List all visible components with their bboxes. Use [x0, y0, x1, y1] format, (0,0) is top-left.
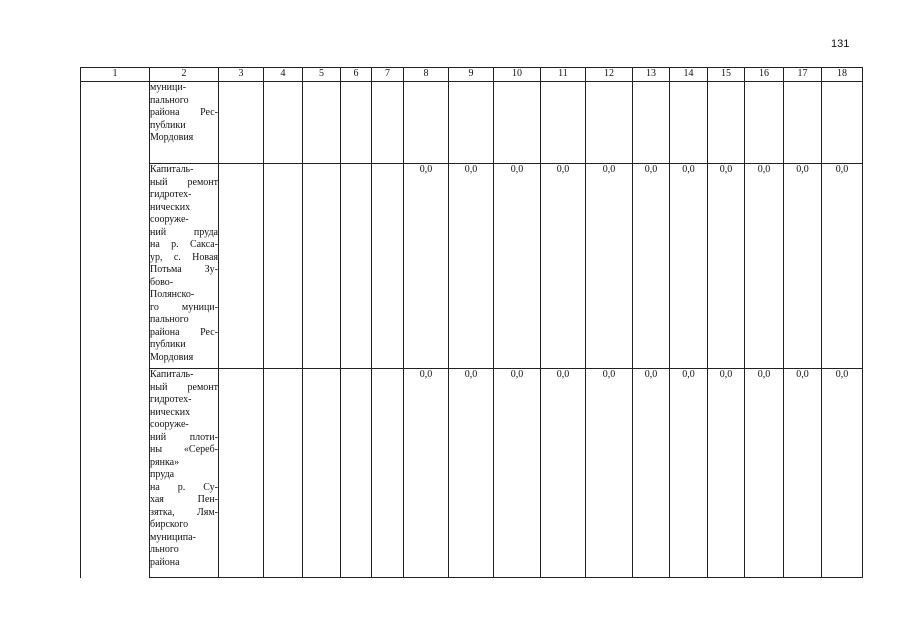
value-cell: 0,0 — [404, 369, 449, 578]
column-1-cell — [81, 82, 150, 578]
value-cell: 0,0 — [494, 164, 541, 369]
value-cell — [822, 82, 863, 164]
description-line: рянка» — [150, 456, 180, 468]
value-cell: 0,0 — [541, 164, 586, 369]
column-header: 3 — [219, 68, 264, 82]
value-cell: 0,0 — [784, 369, 822, 578]
description-line: ны «Сереб- — [150, 444, 218, 455]
value-cell — [264, 82, 303, 164]
column-header: 16 — [745, 68, 784, 82]
value-cell: 0,0 — [449, 164, 494, 369]
value-cell — [341, 82, 372, 164]
value-cell — [784, 82, 822, 164]
description-line: ний пруда — [150, 226, 218, 238]
description-line: муници- — [150, 82, 187, 93]
description-line: гидротех- — [150, 189, 192, 200]
value-cell — [745, 82, 784, 164]
description-line: на р. Сакса- — [150, 239, 218, 250]
value-cell — [670, 82, 708, 164]
value-cell — [586, 82, 633, 164]
value-cell: 0,0 — [745, 369, 784, 578]
table-row — [81, 369, 863, 578]
description-line: Мордовия — [150, 132, 194, 143]
description-line: публики — [150, 119, 186, 131]
description-line: на р. Су- — [150, 481, 218, 493]
value-cell: 0,0 — [745, 164, 784, 369]
description-line: Полянско- — [150, 289, 195, 300]
value-cell: 0,0 — [708, 164, 745, 369]
column-header: 13 — [633, 68, 670, 82]
column-header: 14 — [670, 68, 708, 82]
value-cell: 0,0 — [449, 369, 494, 578]
description-line: бово- — [150, 276, 174, 288]
description-cell — [150, 369, 219, 578]
table-row — [81, 164, 863, 369]
column-header: 4 — [264, 68, 303, 82]
description-line: бирского — [150, 519, 189, 530]
value-cell: 0,0 — [586, 369, 633, 578]
description-line: Капиталь- — [150, 164, 194, 175]
header-row — [81, 68, 863, 82]
description-line: сооруже- — [150, 419, 189, 430]
value-cell: 0,0 — [633, 164, 670, 369]
column-header: 6 — [341, 68, 372, 82]
column-header: 7 — [372, 68, 404, 82]
value-cell — [219, 164, 264, 369]
description-line: Капиталь- — [150, 369, 194, 380]
description-line: публики — [150, 339, 186, 350]
description-line: ный ремонт — [150, 176, 218, 188]
column-header: 15 — [708, 68, 745, 82]
value-cell: 0,0 — [822, 164, 863, 369]
column-header: 11 — [541, 68, 586, 82]
budget-table — [80, 67, 863, 578]
description-line: Мордовия — [150, 351, 194, 363]
description-cell — [150, 164, 219, 369]
value-cell: 0,0 — [784, 164, 822, 369]
column-header: 12 — [586, 68, 633, 82]
description-line: ур, с. Новая — [150, 251, 218, 263]
value-cell — [303, 82, 341, 164]
value-cell: 0,0 — [670, 164, 708, 369]
description-line: нических — [150, 406, 191, 418]
value-cell — [264, 164, 303, 369]
column-header: 2 — [150, 68, 219, 82]
value-cell — [372, 369, 404, 578]
column-header: 1 — [81, 68, 150, 82]
value-cell — [449, 82, 494, 164]
description-line: района Рес- — [150, 326, 218, 338]
value-cell: 0,0 — [494, 369, 541, 578]
description-line: льного — [150, 544, 179, 555]
description-cell — [150, 82, 219, 164]
description-line: зятка, Лям- — [150, 506, 218, 518]
value-cell: 0,0 — [670, 369, 708, 578]
value-cell — [219, 82, 264, 164]
column-header: 18 — [822, 68, 863, 82]
description-line: пруда — [150, 469, 175, 480]
value-cell — [541, 82, 586, 164]
value-cell: 0,0 — [708, 369, 745, 578]
column-header: 8 — [404, 68, 449, 82]
value-cell — [341, 164, 372, 369]
page-number: 131 — [831, 38, 850, 50]
column-header: 17 — [784, 68, 822, 82]
value-cell — [372, 82, 404, 164]
value-cell — [404, 82, 449, 164]
value-cell — [341, 369, 372, 578]
column-header: 10 — [494, 68, 541, 82]
value-cell: 0,0 — [541, 369, 586, 578]
description-line: муниципа- — [150, 531, 196, 543]
value-cell: 0,0 — [586, 164, 633, 369]
description-line: пального — [150, 314, 189, 325]
value-cell — [219, 369, 264, 578]
description-line: района — [150, 556, 180, 568]
description-line: ний плоти- — [150, 431, 218, 443]
column-header: 5 — [303, 68, 341, 82]
description-line: го муници- — [150, 301, 218, 313]
column-header: 9 — [449, 68, 494, 82]
value-cell: 0,0 — [822, 369, 863, 578]
description-line: района Рес- — [150, 107, 218, 118]
value-cell: 0,0 — [404, 164, 449, 369]
value-cell — [264, 369, 303, 578]
value-cell — [633, 82, 670, 164]
table-row — [81, 82, 863, 164]
description-line: нических — [150, 201, 191, 213]
description-line: ный ремонт — [150, 381, 218, 393]
description-line: гидротех- — [150, 394, 192, 405]
value-cell — [708, 82, 745, 164]
description-line: Потьма Зу- — [150, 264, 218, 275]
description-line: пального — [150, 94, 189, 106]
value-cell — [372, 164, 404, 369]
value-cell — [494, 82, 541, 164]
value-cell — [303, 369, 341, 578]
value-cell — [303, 164, 341, 369]
description-line: сооруже- — [150, 214, 189, 225]
description-line: хая Пен- — [150, 494, 218, 505]
value-cell: 0,0 — [633, 369, 670, 578]
